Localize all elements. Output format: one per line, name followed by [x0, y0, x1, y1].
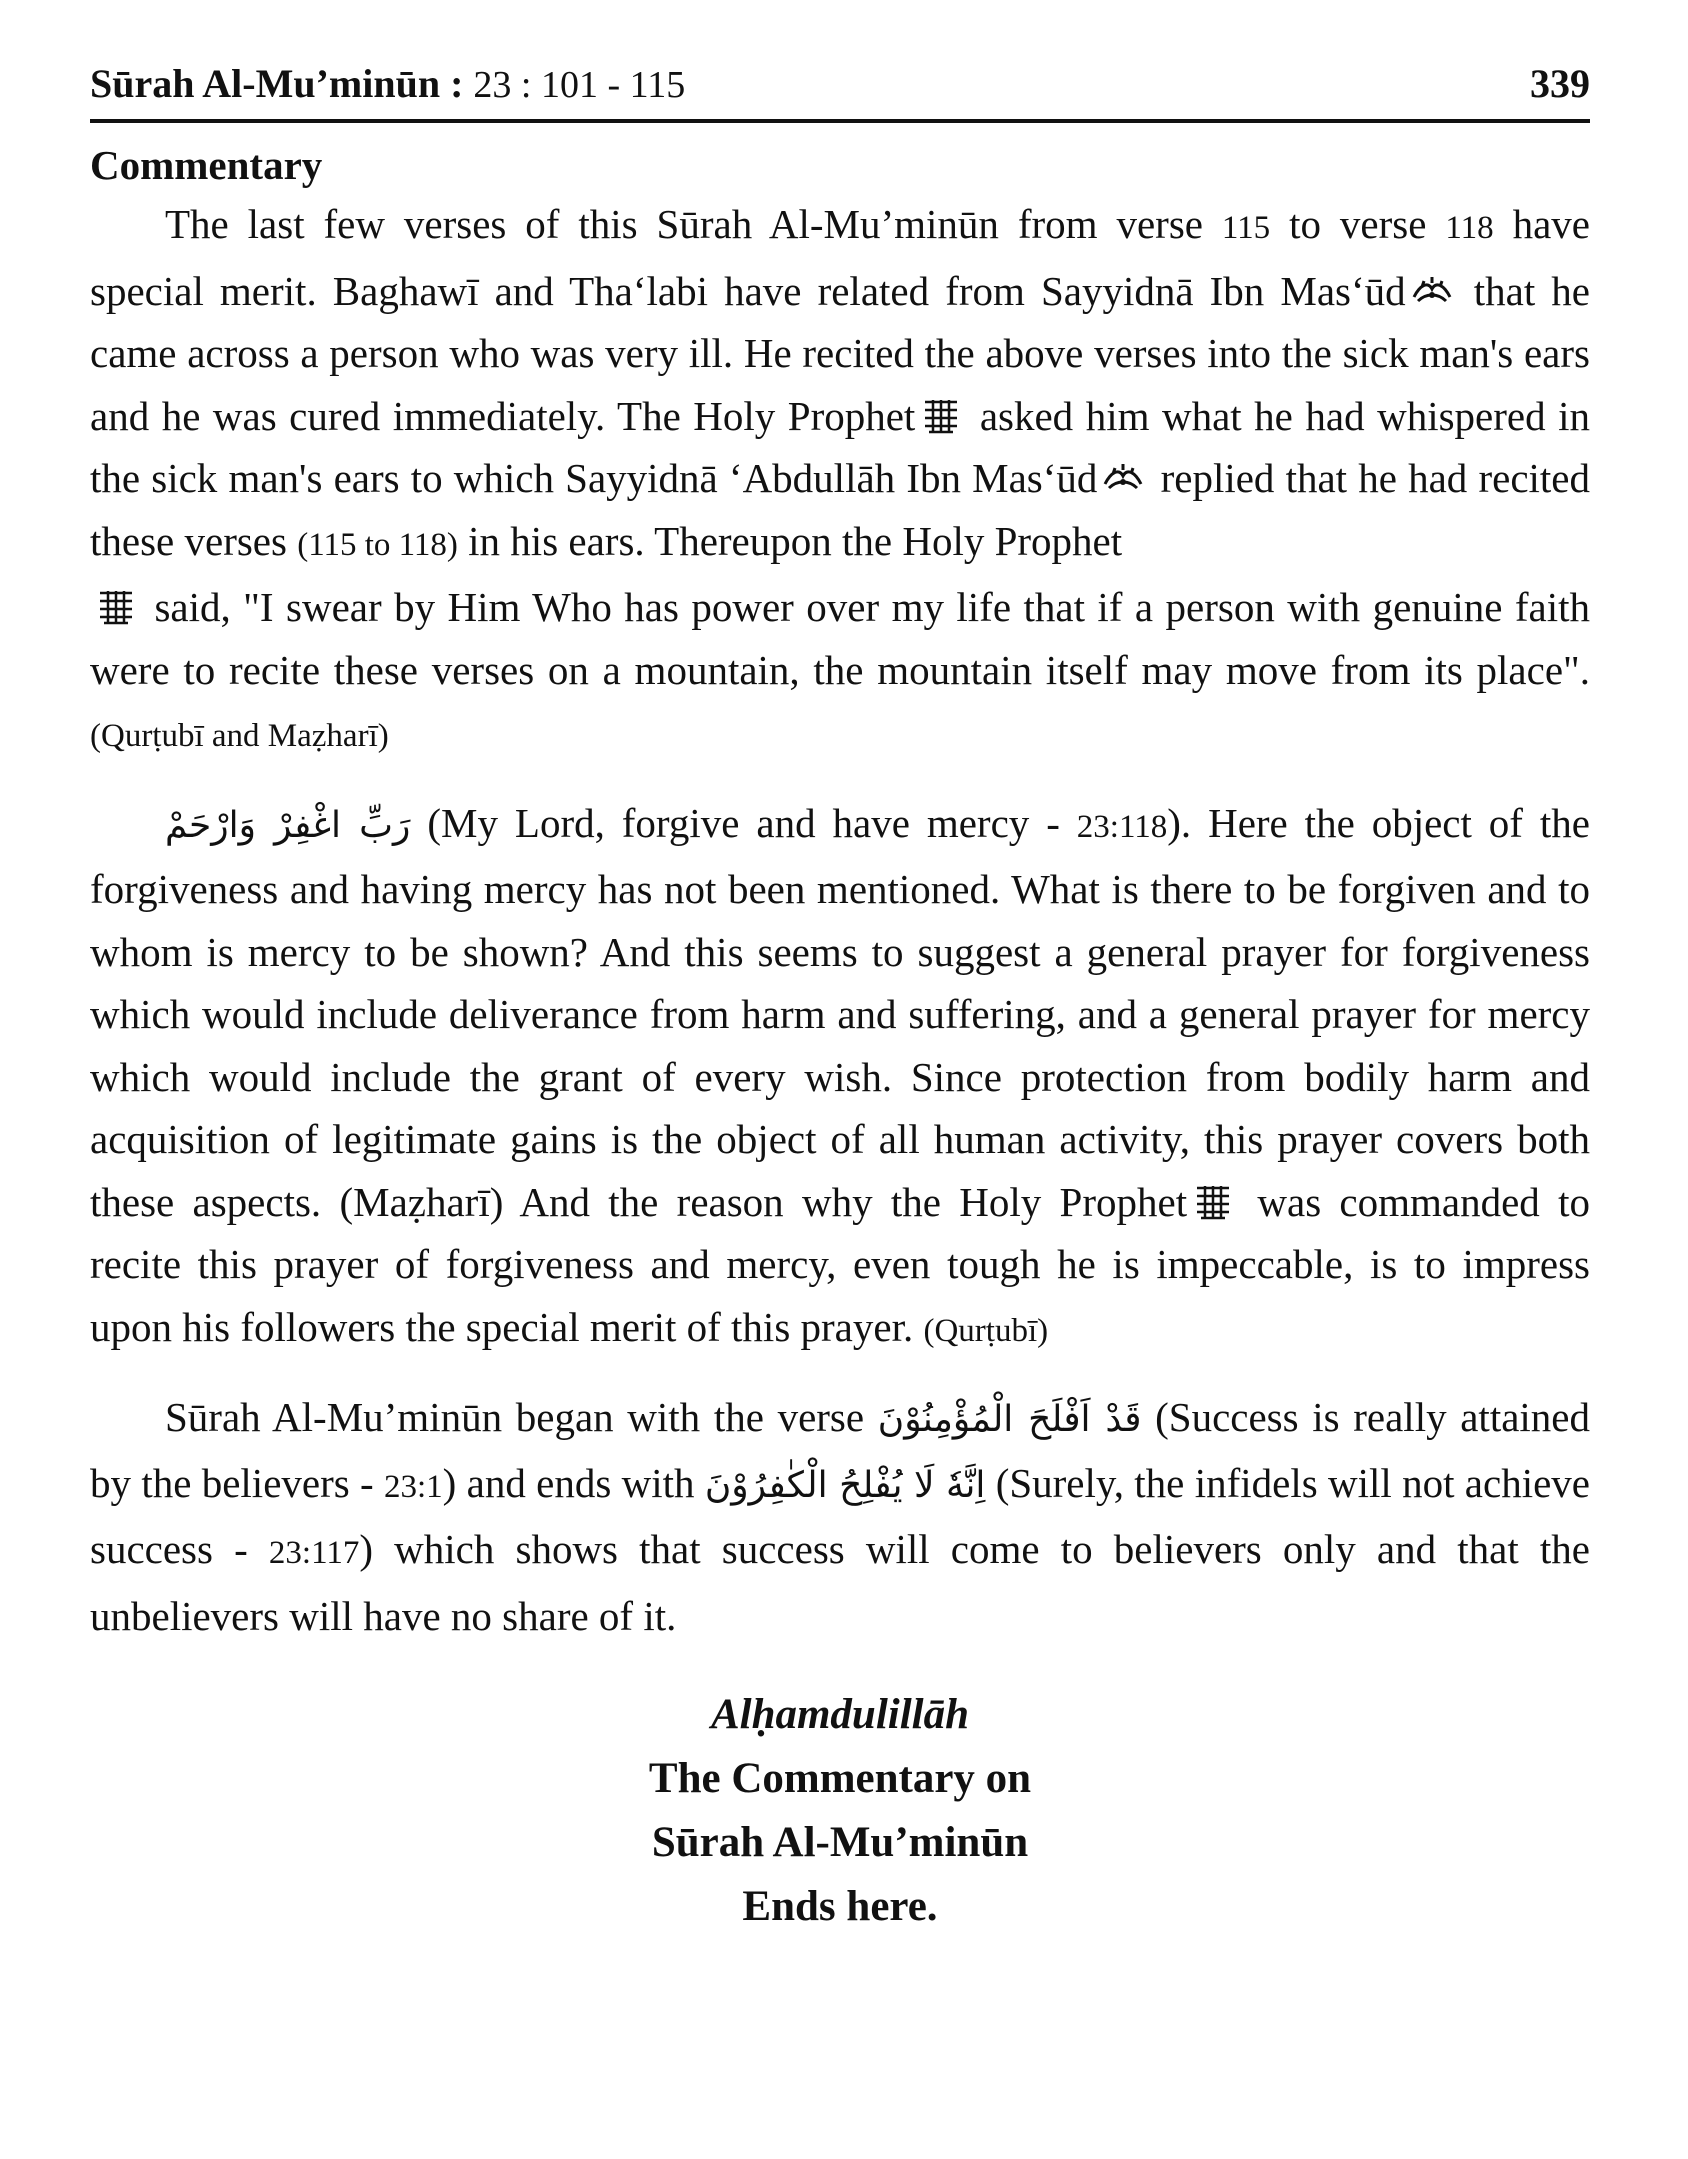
p3-text-a: Sūrah Al-Mu’minūn began with the verse	[165, 1394, 878, 1440]
closing-line-3: Sūrah Al-Mu’minūn	[651, 1819, 1029, 1866]
closing-line-2: The Commentary on	[648, 1755, 1032, 1802]
p1-text-a: The last few verses of this Sūrah Al-Mu’minūn from verse	[165, 201, 1222, 247]
p1-citation: (Qurṭubī and Maẓharī)	[90, 718, 389, 754]
page-number: 339	[1530, 61, 1590, 106]
verse-range: 23 : 101 - 115	[473, 64, 686, 106]
p1-verses-115-118: (115 to 118)	[297, 526, 458, 563]
header-title-group	[90, 60, 685, 107]
running-header	[90, 60, 1590, 123]
p1-verse-115: 115	[1221, 210, 1271, 246]
p3-text-e: (Surely, the infidels will not achieve success -	[90, 1459, 1590, 1572]
p2-citation: (Qurṭubī)	[923, 1312, 1049, 1349]
arabic-innahu-la-yuflihu: اِنَّهٗ لَا يُفْلِحُ الْكٰفِرُوْنَ	[704, 1464, 986, 1506]
p3-verse-ref-1: 23:1	[384, 1468, 443, 1505]
sallallahu-alayhi-wasallam-icon	[919, 396, 963, 436]
paragraph-3	[90, 1386, 1590, 1647]
p2-text-a: (My Lord, forgive and have mercy -	[410, 799, 1077, 846]
p2-text-c: ). Here the object of the forgiveness and having mercy has not been mentioned. What is there to be forgiven and to whom is mercy to be shown? And this seems to suggest a general prayer for forgiveness which would include deliverance from harm and suffering, and a general prayer for mercy which would include the grant of every wish. Since protection from bodily harm and acquisition of legitimate gains is the object of all human activity, this prayer covers both these aspects. (Maẓharī) And the reason why the Holy Prophet	[90, 799, 1590, 1225]
radiyallahu-anhu-icon	[1101, 458, 1145, 498]
sallallahu-alayhi-wasallam-icon	[1191, 1182, 1235, 1222]
closing-block	[90, 1683, 1590, 1939]
p2-verse-ref: 23:118	[1076, 808, 1168, 845]
paragraph-1	[90, 193, 1590, 768]
p1-text-j: in his ears. Thereupon the Holy Prophet	[457, 517, 1123, 564]
sallallahu-alayhi-wasallam-icon	[94, 587, 138, 627]
p3-verse-ref-117: 23:117	[268, 1535, 360, 1571]
p3-text-d: ) and ends with	[442, 1459, 705, 1506]
p1-text-f: that he came across a person who was very ill. He recited the above verses into the sick man's ears and he was cured immediately. The Holy Prophet	[90, 267, 1590, 439]
arabic-rabbighfir: رَبِّ اغْفِرْ وَارْحَمْ	[165, 804, 411, 846]
p3-text-b: (Success is really attained by the believers -	[90, 1394, 1591, 1506]
p1-text-k: said, "I swear by Him Who has power over my life that if a person with genuine faith were to recite these verses on a mountain, the mountain itself may move from its place".	[90, 584, 1590, 693]
surah-title: Sūrah Al-Mu’minūn :	[90, 61, 464, 106]
p1-verse-118: 118	[1445, 210, 1494, 246]
p1-text-h: replied that he had recited these verses	[90, 455, 1590, 564]
arabic-qad-aflaha: قَدْ اَفْلَحَ الْمُؤْمِنُوْنَ	[877, 1399, 1142, 1440]
radiyallahu-anhu-icon	[1410, 271, 1454, 311]
p3-text-g: ) which shows that success will come to believers only and that the unbelievers will have no share of it.	[90, 1526, 1590, 1639]
commentary-heading: Commentary	[90, 142, 323, 188]
p1-text-e: have special merit. Baghawī and Tha‘labi have related from Sayyidnā Ibn Mas‘ūd	[90, 201, 1590, 314]
p2-text-d: was commanded to recite this prayer of forgiveness and mercy, even tough he is impeccable, is to impress upon his followers the special merit of this prayer.	[90, 1178, 1590, 1350]
p1-text-g: asked him what he had whispered in the sick man's ears to which Sayyidnā ‘Abdullāh Ibn Mas‘ūd	[90, 392, 1590, 501]
closing-alhamdulillah: Alḥamdulillāh	[710, 1691, 970, 1738]
p1-text-c: to verse	[1270, 201, 1446, 247]
closing-line-4: Ends here.	[742, 1883, 938, 1930]
paragraph-2	[90, 792, 1590, 1363]
page	[90, 60, 1590, 1939]
